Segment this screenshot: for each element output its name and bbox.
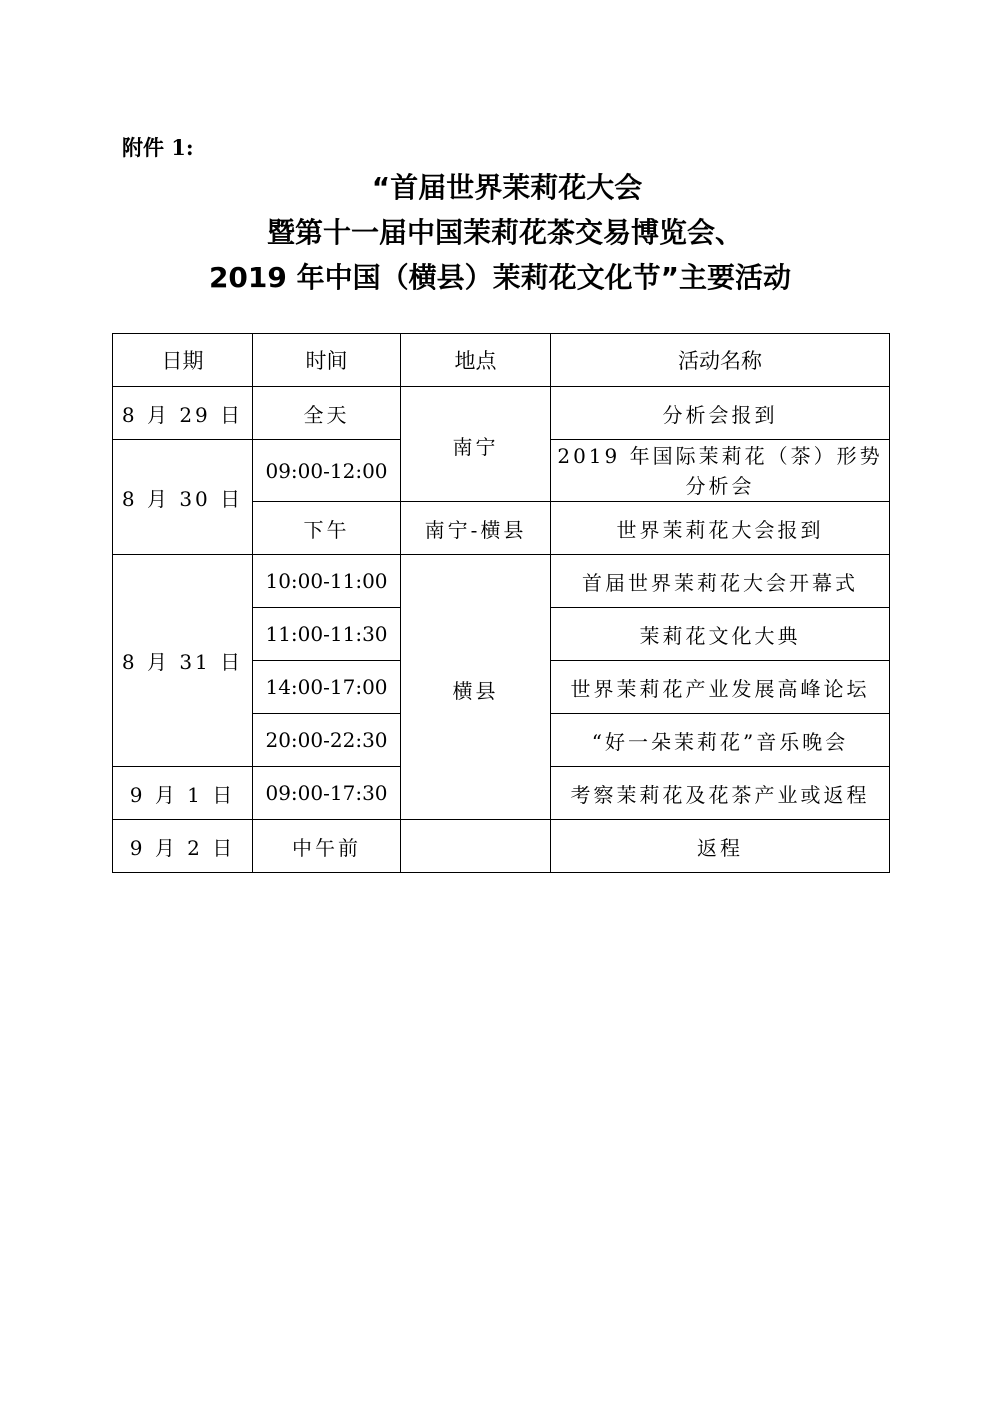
activity-cell: 茉莉花文化大典 — [551, 608, 890, 661]
activity-cell: “好一朵茉莉花”音乐晚会 — [551, 714, 890, 767]
title-line-2: 暨第十一届中国茉莉花茶交易博览会、 — [266, 216, 743, 249]
time-cell: 下午 — [253, 502, 401, 555]
document-title — [0, 165, 1000, 300]
date-cell: 8 月 29 日 — [113, 387, 253, 440]
table-row — [113, 387, 890, 440]
title-line-1: “首届世界茉莉花大会 — [371, 171, 643, 204]
time-cell: 全天 — [253, 387, 401, 440]
time-cell: 09:00-17:30 — [253, 767, 401, 820]
activity-cell: 返程 — [551, 820, 890, 873]
activity-cell: 世界茉莉花大会报到 — [551, 502, 890, 555]
activity-cell: 世界茉莉花产业发展高峰论坛 — [551, 661, 890, 714]
time-cell: 10:00-11:00 — [253, 555, 401, 608]
activity-cell: 2019 年国际茉莉花（茶）形势分析会 — [551, 440, 890, 502]
table-row — [113, 820, 890, 873]
time-cell: 14:00-17:00 — [253, 661, 401, 714]
activity-cell: 分析会报到 — [551, 387, 890, 440]
location-cell: 南宁 — [401, 387, 551, 502]
table-row — [113, 555, 890, 608]
title-line-3: 2019 年中国（横县）茉莉花文化节”主要活动 — [208, 261, 792, 294]
date-cell: 9 月 2 日 — [113, 820, 253, 873]
date-cell: 8 月 30 日 — [113, 440, 253, 555]
time-cell: 20:00-22:30 — [253, 714, 401, 767]
time-cell: 09:00-12:00 — [253, 440, 401, 502]
table-header-row — [113, 334, 890, 387]
time-cell: 中午前 — [253, 820, 401, 873]
location-cell — [401, 820, 551, 873]
header-time: 时间 — [253, 334, 401, 387]
activity-cell: 首届世界茉莉花大会开幕式 — [551, 555, 890, 608]
location-cell: 南宁-横县 — [401, 502, 551, 555]
activity-cell: 考察茉莉花及花茶产业或返程 — [551, 767, 890, 820]
time-cell: 11:00-11:30 — [253, 608, 401, 661]
date-cell: 8 月 31 日 — [113, 555, 253, 767]
schedule-table — [112, 333, 890, 873]
header-location: 地点 — [401, 334, 551, 387]
location-cell: 横县 — [401, 555, 551, 820]
header-date: 日期 — [113, 334, 253, 387]
date-cell: 9 月 1 日 — [113, 767, 253, 820]
header-activity: 活动名称 — [551, 334, 890, 387]
attachment-label: 附件 1: — [122, 135, 194, 160]
